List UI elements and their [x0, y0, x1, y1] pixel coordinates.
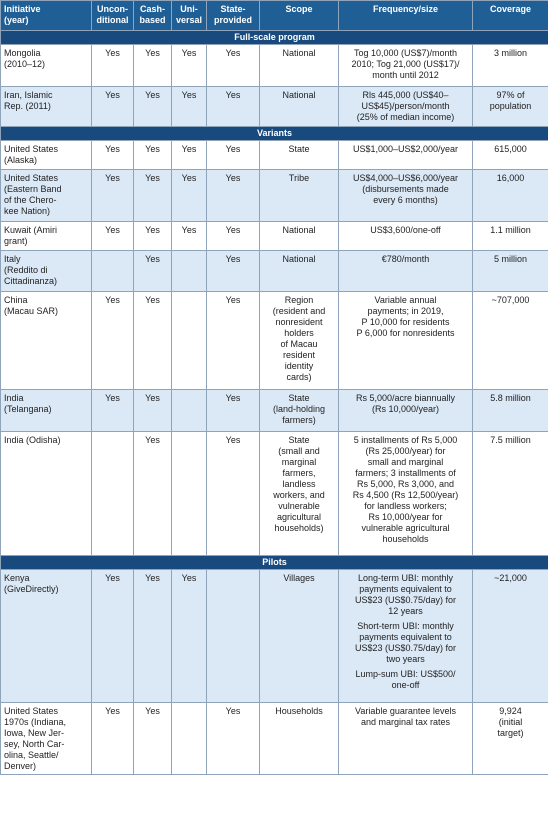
universal-cell [172, 703, 207, 775]
initiative-cell: Italy (Reddito di Cittadinanza) [1, 251, 92, 292]
cash-based-cell: Yes [134, 251, 172, 292]
unconditional-cell: Yes [92, 292, 134, 390]
unconditional-cell: Yes [92, 170, 134, 222]
frequency-cell: Rls 445,000 (US$40– US$45)/person/month (25% of median income) [339, 87, 473, 127]
unconditional-cell [92, 251, 134, 292]
scope-cell: Tribe [260, 170, 339, 222]
frequency-cell: €780/month [339, 251, 473, 292]
state-provided-cell: Yes [207, 432, 260, 556]
initiative-cell: Kuwait (Amiri grant) [1, 222, 92, 251]
coverage-cell: ~21,000 [473, 570, 548, 703]
table-row [1, 292, 548, 390]
scope-cell: Region (resident and nonresident holders of Macau resident identity cards) [260, 292, 339, 390]
table-row [1, 251, 548, 292]
table-row [1, 87, 548, 127]
coverage-cell: 1.1 million [473, 222, 548, 251]
universal-cell: Yes [172, 87, 207, 127]
cash-based-cell: Yes [134, 570, 172, 703]
initiative-cell: United States (Eastern Band of the Chero- kee Nation) [1, 170, 92, 222]
header-frequency: Frequency/size [339, 1, 473, 31]
section-title-full-scale: Full-scale program [1, 31, 548, 45]
frequency-lump-sum: Lump-sum UBI: US$500/ one-off [355, 669, 456, 690]
section-title-variants: Variants [1, 127, 548, 141]
universal-cell [172, 292, 207, 390]
initiative-cell: Kenya (GiveDirectly) [1, 570, 92, 703]
frequency-cell: US$1,000–US$2,000/year [339, 141, 473, 170]
cash-based-cell: Yes [134, 45, 172, 87]
unconditional-cell: Yes [92, 45, 134, 87]
frequency-cell: Variable guarantee levels and marginal tax rates [339, 703, 473, 775]
scope-cell: State (land-holding farmers) [260, 390, 339, 432]
state-provided-cell [207, 570, 260, 703]
initiative-cell: United States (Alaska) [1, 141, 92, 170]
scope-cell: National [260, 222, 339, 251]
coverage-cell: 97% of population [473, 87, 548, 127]
frequency-long-term: Long-term UBI: monthly payments equivalent to US$23 (US$0.75/day) for 12 years [354, 573, 457, 616]
coverage-cell: 5 million [473, 251, 548, 292]
header-universal: Uni- versal [172, 1, 207, 31]
unconditional-cell: Yes [92, 141, 134, 170]
section-row [1, 31, 548, 45]
cash-based-cell: Yes [134, 170, 172, 222]
section-row [1, 556, 548, 570]
initiative-cell: China (Macau SAR) [1, 292, 92, 390]
scope-cell: Villages [260, 570, 339, 703]
header-unconditional: Uncon- ditional [92, 1, 134, 31]
state-provided-cell: Yes [207, 45, 260, 87]
unconditional-cell: Yes [92, 87, 134, 127]
table-row [1, 170, 548, 222]
unconditional-cell [92, 432, 134, 556]
frequency-cell: Tog 10,000 (US$7)/month 2010; Tog 21,000 (US$17)/ month until 2012 [339, 45, 473, 87]
coverage-cell: 3 million [473, 45, 548, 87]
cash-based-cell: Yes [134, 141, 172, 170]
universal-cell: Yes [172, 141, 207, 170]
unconditional-cell: Yes [92, 390, 134, 432]
universal-cell [172, 390, 207, 432]
table-row [1, 432, 548, 556]
section-title-pilots: Pilots [1, 556, 548, 570]
header-cash-based: Cash- based [134, 1, 172, 31]
state-provided-cell: Yes [207, 292, 260, 390]
frequency-cell: Rs 5,000/acre biannually (Rs 10,000/year) [339, 390, 473, 432]
table-row [1, 703, 548, 775]
header-coverage: Coverage [473, 1, 548, 31]
state-provided-cell: Yes [207, 222, 260, 251]
unconditional-cell: Yes [92, 222, 134, 251]
cash-based-cell: Yes [134, 432, 172, 556]
universal-cell: Yes [172, 570, 207, 703]
scope-cell: National [260, 45, 339, 87]
table-row [1, 45, 548, 87]
unconditional-cell: Yes [92, 703, 134, 775]
initiative-cell: Mongolia (2010–12) [1, 45, 92, 87]
frequency-cell: US$3,600/one-off [339, 222, 473, 251]
universal-cell: Yes [172, 222, 207, 251]
frequency-cell: US$4,000–US$6,000/year (disbursements made every 6 months) [339, 170, 473, 222]
initiative-cell: Iran, Islamic Rep. (2011) [1, 87, 92, 127]
universal-cell [172, 432, 207, 556]
scope-cell: State [260, 141, 339, 170]
coverage-cell: 16,000 [473, 170, 548, 222]
frequency-cell [339, 570, 473, 703]
state-provided-cell: Yes [207, 251, 260, 292]
coverage-cell: ~707,000 [473, 292, 548, 390]
cash-based-cell: Yes [134, 87, 172, 127]
state-provided-cell: Yes [207, 87, 260, 127]
state-provided-cell: Yes [207, 703, 260, 775]
header-initiative: Initiative (year) [1, 1, 92, 31]
cash-based-cell: Yes [134, 292, 172, 390]
initiative-cell: United States 1970s (Indiana, Iowa, New Jer- sey, North Car- olina, Seattle/ Denver) [1, 703, 92, 775]
universal-cell [172, 251, 207, 292]
coverage-cell: 5.8 million [473, 390, 548, 432]
scope-cell: Households [260, 703, 339, 775]
scope-cell: State (small and marginal farmers, landless workers, and vulnerable agricultural households) [260, 432, 339, 556]
cash-based-cell: Yes [134, 390, 172, 432]
coverage-cell: 615,000 [473, 141, 548, 170]
frequency-cell: 5 installments of Rs 5,000 (Rs 25,000/year) for small and marginal farmers; 3 installments of Rs 5,000, Rs 3,000, and Rs 4,500 (Rs 12,500/year) for landless workers; Rs 10,000/year for vulnerable agricultural households [339, 432, 473, 556]
scope-cell: National [260, 251, 339, 292]
initiative-cell: India (Odisha) [1, 432, 92, 556]
header-state-provided: State- provided [207, 1, 260, 31]
table-row [1, 570, 548, 703]
state-provided-cell: Yes [207, 390, 260, 432]
cash-based-cell: Yes [134, 703, 172, 775]
universal-cell: Yes [172, 170, 207, 222]
state-provided-cell: Yes [207, 141, 260, 170]
frequency-cell: Variable annual payments; in 2019, P 10,000 for residents P 6,000 for nonresidents [339, 292, 473, 390]
table-row [1, 222, 548, 251]
coverage-cell: 9,924 (initial target) [473, 703, 548, 775]
table-row [1, 141, 548, 170]
section-row [1, 127, 548, 141]
cash-based-cell: Yes [134, 222, 172, 251]
table-row [1, 390, 548, 432]
scope-cell: National [260, 87, 339, 127]
state-provided-cell: Yes [207, 170, 260, 222]
coverage-cell: 7.5 million [473, 432, 548, 556]
header-scope: Scope [260, 1, 339, 31]
frequency-short-term: Short-term UBI: monthly payments equivalent to US$23 (US$0.75/day) for two years [354, 621, 457, 664]
header-row [1, 1, 548, 31]
initiative-cell: India (Telangana) [1, 390, 92, 432]
universal-cell: Yes [172, 45, 207, 87]
unconditional-cell: Yes [92, 570, 134, 703]
